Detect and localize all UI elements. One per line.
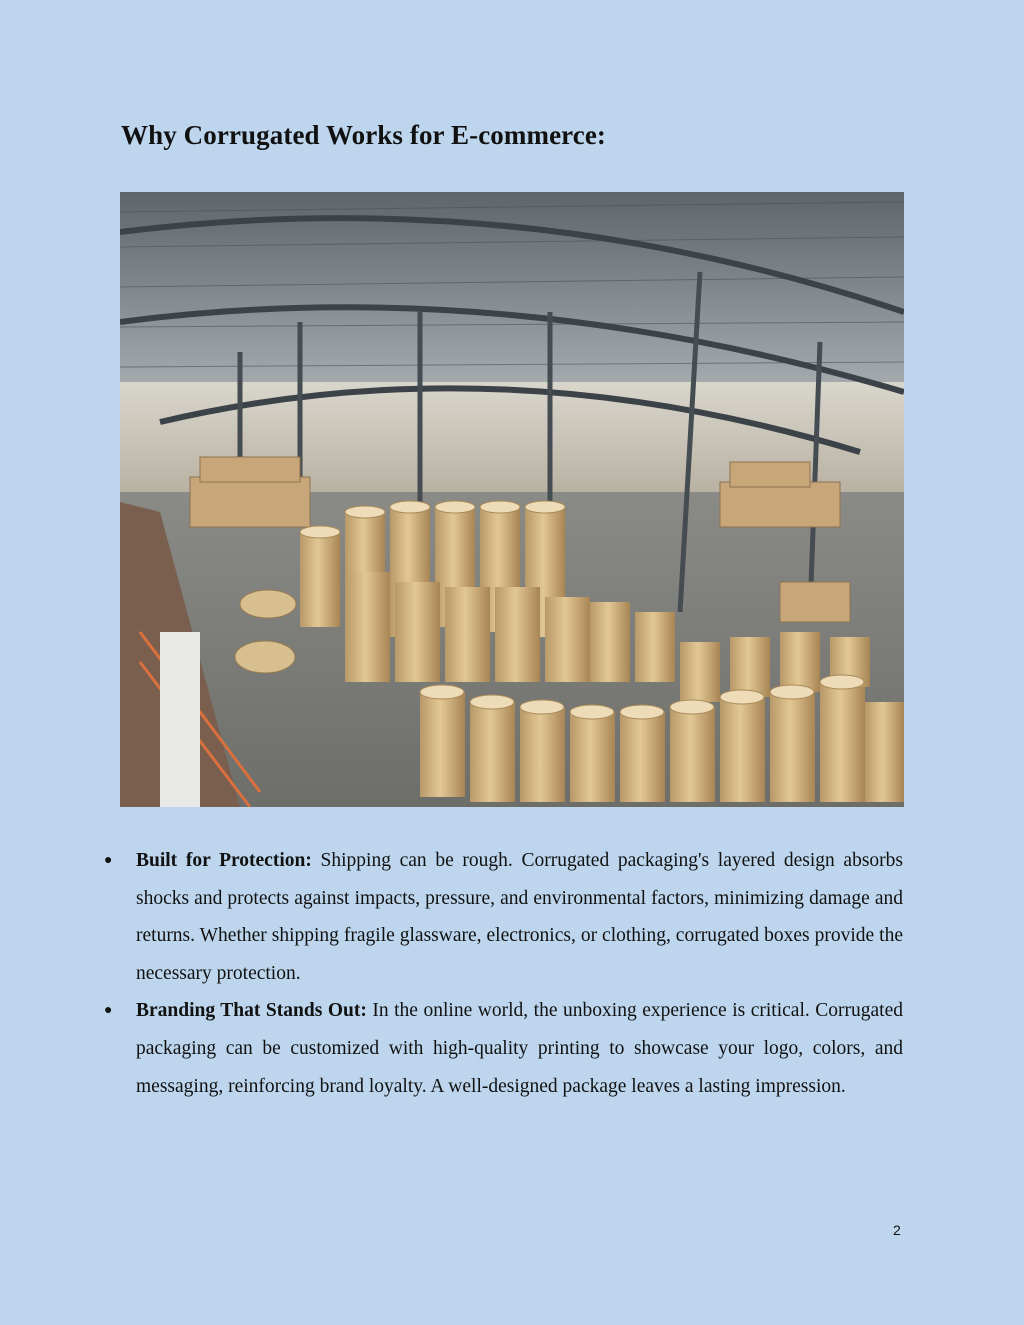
bullet-heading: Built for Protection:	[136, 850, 321, 871]
bullet-text: In the online world, the unboxing experience is critical. Corrugated packaging can be customized with high-quality printing to showcase your logo, colors, and messaging, reinforcing brand loyalty. A well-designed package leaves a lasting impression.	[136, 1000, 903, 1097]
bullet-text: Shipping can be rough. Corrugated packaging's layered design absorbs shocks and protects against impacts, pressure, and environmental factors, minimizing damage and returns. Whether shipping fragile glassware, electronics, or clothing, corrugated boxes provide the necessary protection.	[136, 850, 903, 984]
page-title: Why Corrugated Works for E-commerce:	[121, 120, 607, 150]
bullet-heading: Branding That Stands Out:	[136, 1000, 373, 1022]
list-item	[104, 992, 903, 1105]
list-item	[104, 842, 903, 992]
page-number: 2	[893, 1222, 901, 1238]
bullet-list	[104, 842, 903, 1105]
bullet-icon: ●	[104, 1003, 113, 1019]
warehouse-photo	[120, 192, 904, 807]
bullet-icon: ●	[104, 853, 113, 868]
